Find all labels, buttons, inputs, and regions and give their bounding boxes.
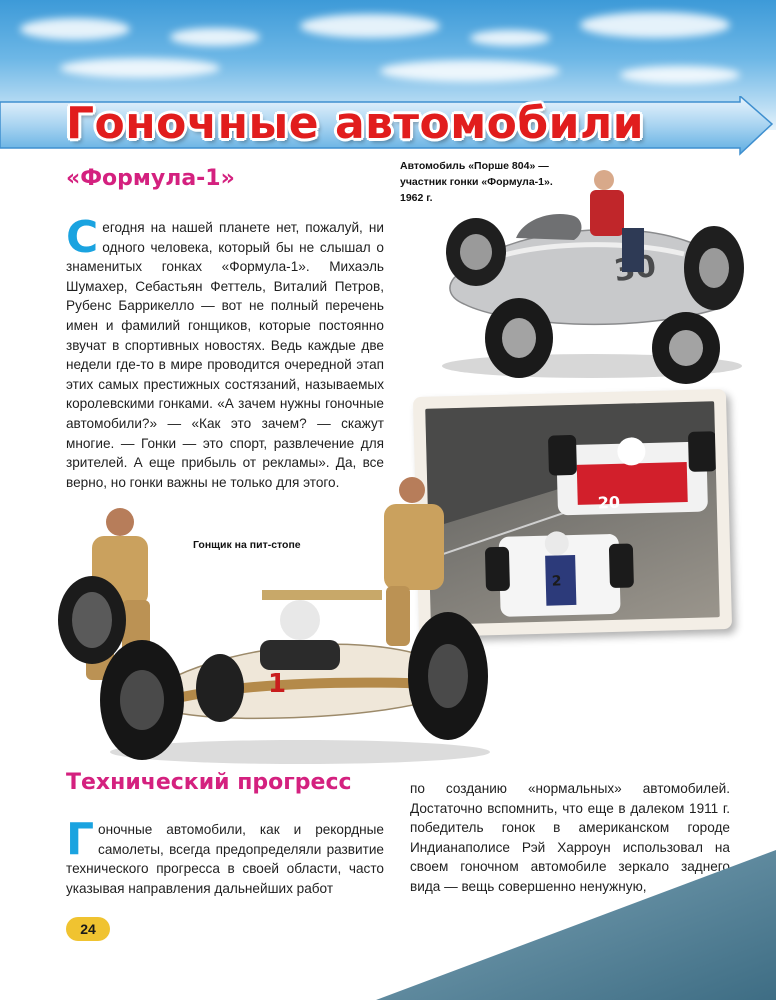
dropcap-letter-2: Г bbox=[66, 814, 95, 865]
caption-pitstop: Гонщик на пит-стопе bbox=[193, 539, 301, 551]
paragraph-text-left: оночные автомобили, как и рекордные самолеты, всегда предопределяли развитие технического прогресса в своей области, часто указывая направления дальнейших работ bbox=[66, 822, 384, 896]
dropcap-letter: С bbox=[66, 212, 99, 263]
page-title: Гоночные автомобили bbox=[66, 98, 645, 149]
pitstop-car-number: 1 bbox=[268, 669, 287, 699]
white-car-number: 2 bbox=[551, 573, 562, 590]
pitstop-photo bbox=[30, 470, 500, 770]
section-heading-progress: Технический прогресс bbox=[66, 770, 352, 795]
corner-decoration bbox=[376, 850, 776, 1000]
section-body-progress-left bbox=[66, 814, 384, 898]
page-number: 24 bbox=[66, 917, 110, 941]
red-car-number: 20 bbox=[597, 492, 621, 513]
porsche-804-photo bbox=[424, 168, 750, 386]
section-body-progress-right: по созданию «нормальных» автомобилей. Достаточно вспомнить, что еще в далеком 1911 г. победитель гонок в американском городе Индианаполисе Рэй Харроун использовал на своем гоночном автомобиле зеркало заднего вида — вещь совершенно ненужную, bbox=[410, 781, 730, 894]
caption-porsche: Автомобиль «Порше 804» — участник гонки «Формула-1». 1962 г. bbox=[400, 160, 553, 204]
section-body-formula1 bbox=[66, 212, 384, 492]
section-heading-formula1: «Формула-1» bbox=[66, 166, 235, 191]
paragraph-text: егодня на нашей планете нет, пожалуй, ни одного человека, который бы не слышал о знаменитых гонках «Формула-1». Михаэль Шумахер, Себастьян Феттель, Виталий Петров, Рубенс Баррикелло — вот не полный перечень имен и фамилий гонщиков, которые постоянно звучат в спортивных новостях. Ведь каждые две недели где-то в мире проводится очередной этап этих самых престижных состязаний, называемых королевскими гонками. «А зачем нужны гоночные автомобили?» — «Как это зачем? — скажут многие. — Гонки — это спорт, развлечение для зрителей. А еще прибыль от рекламы». Да, все верно, но гонки важны не только для этого. bbox=[66, 220, 384, 490]
